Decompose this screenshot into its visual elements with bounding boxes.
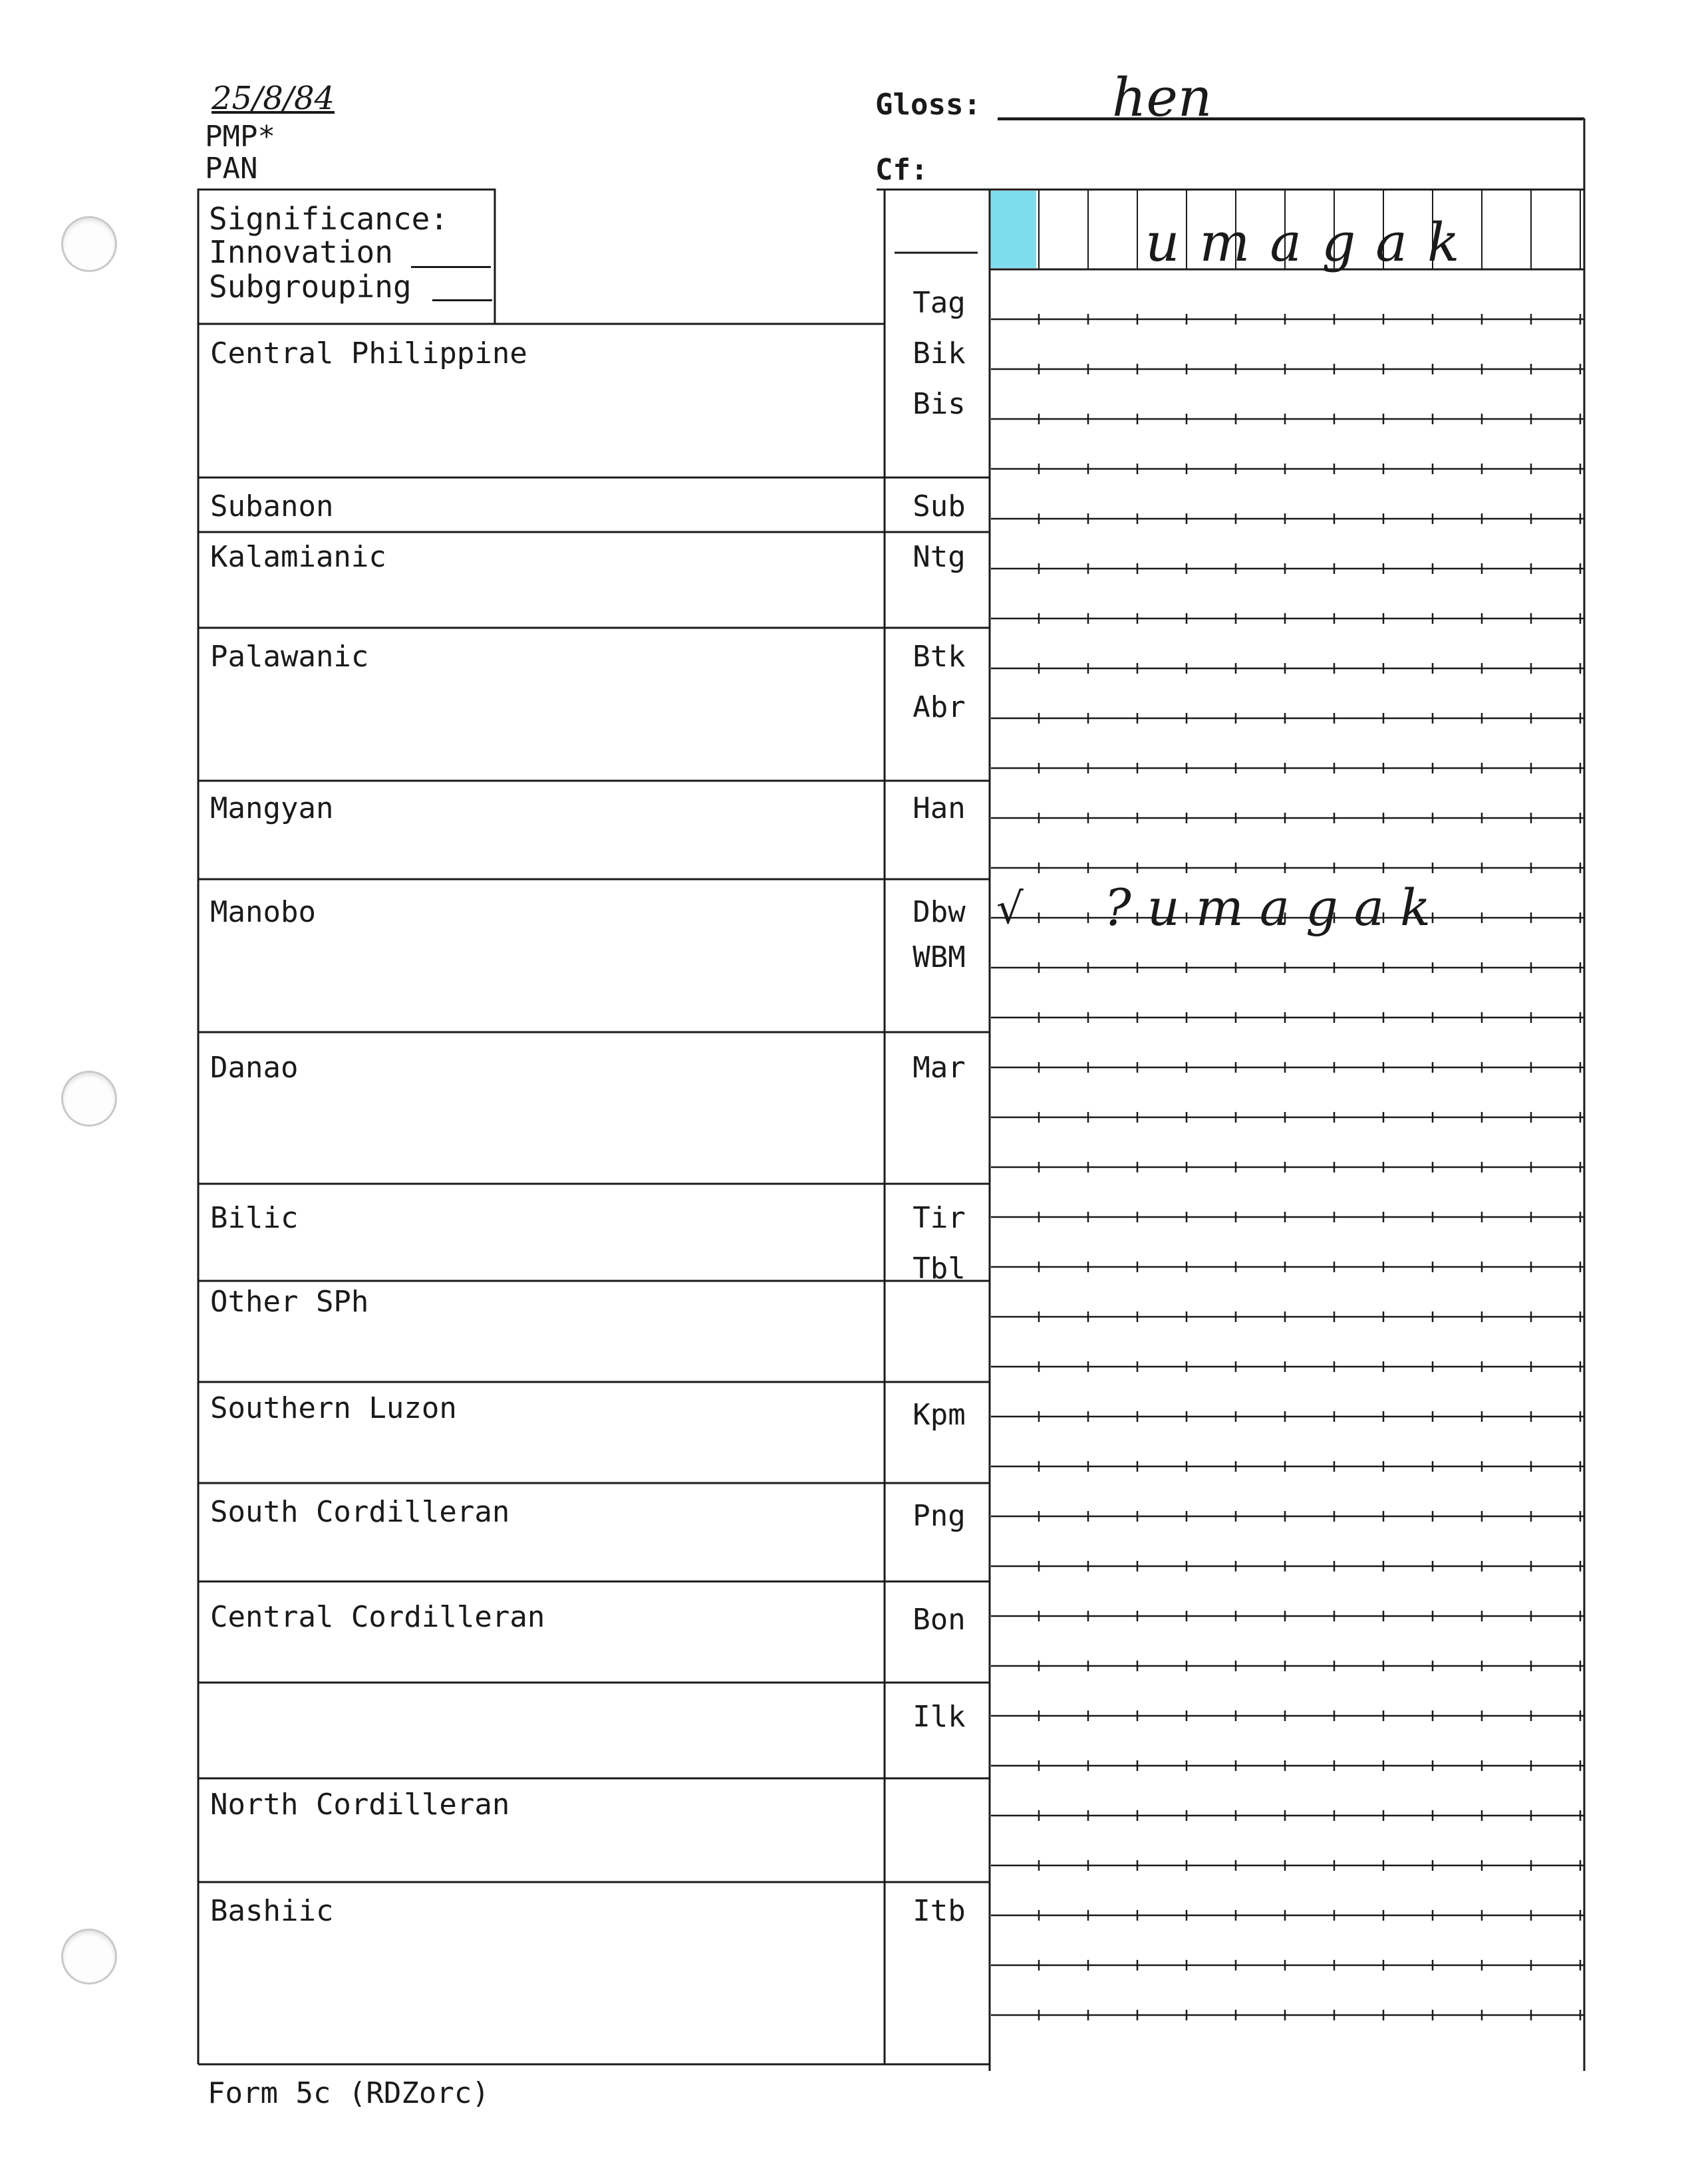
language-code: Tbl [913,1252,966,1286]
highlight-cell [991,191,1036,268]
language-code: Tag [913,286,966,320]
significance-title: Significance: [209,201,449,237]
innovation-label: Innovation [209,234,393,270]
language-code: Tir [913,1201,966,1235]
gloss-value: hen [1112,67,1212,128]
pan-label: PAN [205,152,258,186]
language-code: Itb [913,1894,966,1928]
top-reconstruction: umagak [1145,211,1480,273]
group-label: Manobo [210,895,316,929]
language-code: Sub [913,489,966,523]
group-label: Other SPh [210,1285,369,1319]
language-code: Mar [913,1051,966,1085]
group-label: Kalamianic [210,540,386,574]
group-label: Mangyan [210,791,334,825]
gloss-label: Gloss: [875,88,981,122]
group-label: South Cordilleran [210,1495,510,1529]
cf-label: Cf: [875,153,928,187]
language-code: Ilk [913,1700,966,1734]
group-label: Central Philippine [210,337,527,370]
language-code: Dbw [913,895,966,929]
language-code: Kpm [913,1398,966,1432]
language-code: Bon [913,1603,966,1637]
language-code: Png [913,1499,966,1533]
group-label: Central Cordilleran [210,1600,545,1634]
pmp-label: PMP* [205,120,275,154]
form-footer: Form 5c (RDZorc) [208,2076,490,2110]
language-code: Btk [913,640,966,674]
group-label: Bilic [210,1201,299,1235]
group-label: Danao [210,1051,299,1085]
group-label: North Cordilleran [210,1788,510,1822]
dbw-form: ?umagak [1104,878,1447,937]
language-code: Han [913,791,966,825]
group-label: Subanon [210,489,334,523]
dbw-check: √ [996,885,1024,934]
subgrouping-label: Subgrouping [209,269,412,305]
language-code: Ntg [913,540,966,574]
group-label: Palawanic [210,640,369,674]
language-code: Bis [913,387,966,421]
language-code: Abr [913,690,966,724]
group-label: Southern Luzon [210,1391,457,1425]
date: 25/8/84 [211,80,335,117]
group-label: Bashiic [210,1894,334,1928]
language-code: WBM [913,940,966,974]
language-code: Bik [913,337,966,370]
